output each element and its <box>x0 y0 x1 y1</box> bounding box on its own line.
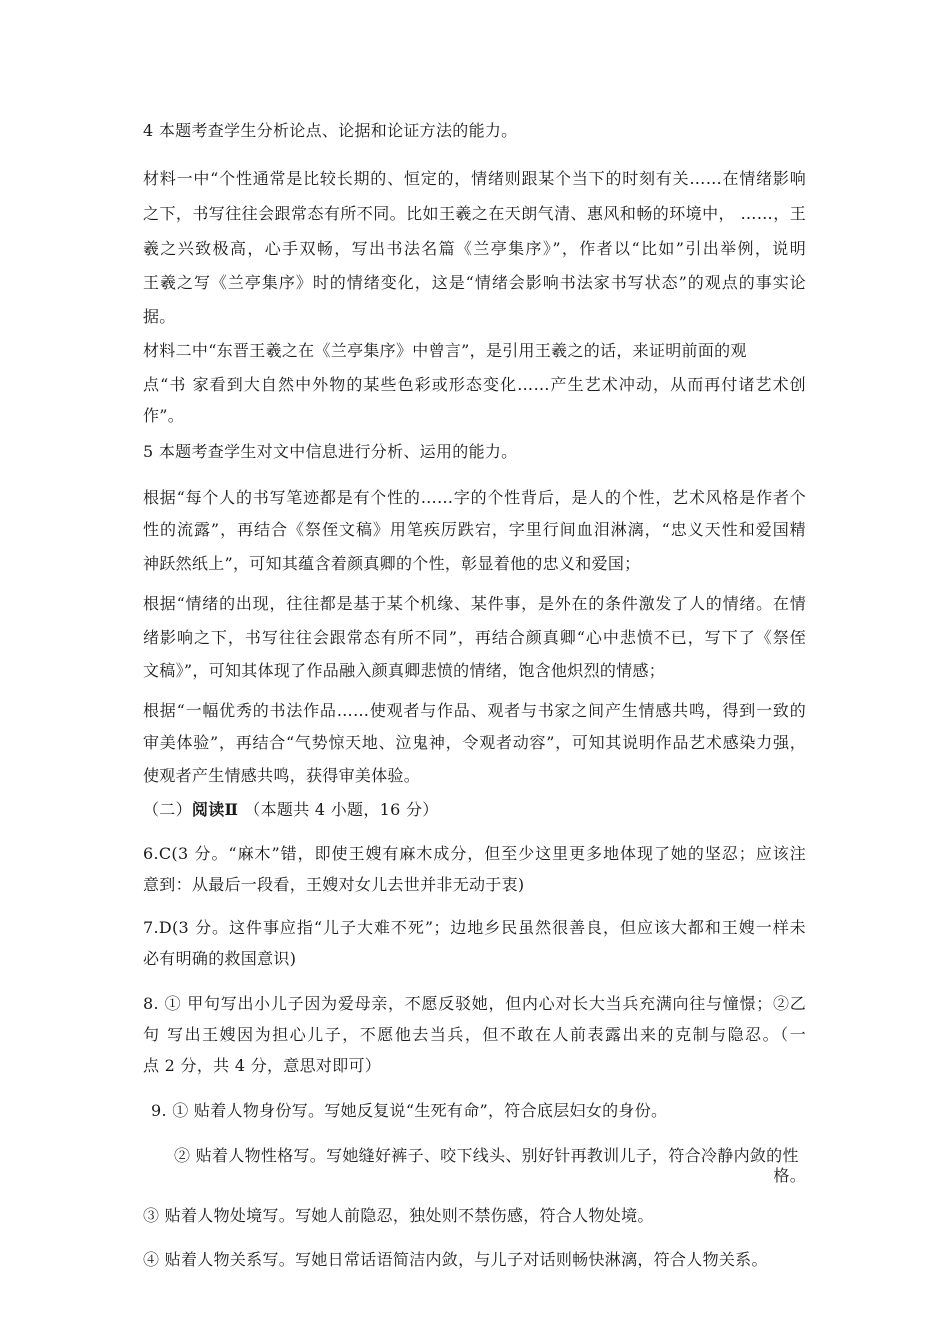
q5-para2-line: 根据“情绪的出现，往往都是基于某个机缘、某件事，是外在的条件激发了人的情绪。在情 <box>143 594 806 613</box>
q7-line: 必有明确的救国意识) <box>143 949 297 968</box>
section-prefix: （二） <box>143 800 192 819</box>
q9-point-1: 9. ① 贴着人物身份写。写她反复说“生死有命”，符合底层妇女的身份。 <box>151 1101 668 1120</box>
section-note: （本题共 4 小题，16 分） <box>244 800 439 819</box>
q4-para1-line: 羲之兴致极高，心手双畅，写出书法名篇《兰亭集序》”，作者以“比如”引出举例，说明 <box>143 239 806 258</box>
q5-para1-line: 神跃然纸上”，可知其蕴含着颜真卿的个性，彰显着他的忠义和爱国； <box>143 554 641 573</box>
q5-para2-line: 绪影响之下，书写往往会跟常态有所不同”，再结合颜真卿“心中悲愤不已，写下了《祭侄 <box>143 628 806 647</box>
q5-para3-line: 使观者产生情感共鸣，获得审美体验。 <box>143 766 421 785</box>
q6-line: 6.C(3 分。“麻木”错，即使王嫂有麻木成分，但至少这里更多地体现了她的坚忍；应该注 <box>143 844 806 863</box>
q5-para3-line: 根据“一幅优秀的书法作品……使观者与作品、观者与书家之间产生情感共鸣，得到一致的 <box>143 701 806 720</box>
q5-para3-line: 审美体验”，再结合“气势惊天地、泣鬼神，令观者动容”，可知其说明作品艺术感染力强， <box>143 733 806 752</box>
q5-para1-line: 根据“每个人的书写笔迹都是有个性的……字的个性背后，是人的个性，艺术风格是作者个 <box>143 488 806 507</box>
q4-heading: 4 本题考查学生分析论点、论据和论证方法的能力。 <box>143 121 518 140</box>
q8-line: 8. ① 甲句写出小儿子因为爱母亲，不愿反驳她，但内心对长大当兵充满向往与憧憬；②乙 <box>143 994 806 1013</box>
q5-para1-line: 性的流露”，再结合《祭侄文稿》用笔疾厉跌宕，字里行间血泪淋漓，“忠义天性和爱国精 <box>143 520 806 539</box>
q9-point-3: ③ 贴着人物处境写。写她人前隐忍，独处则不禁伤感，符合人物处境。 <box>143 1206 654 1225</box>
q9-point-2-tail: 格。 <box>773 1166 806 1185</box>
q7-line: 7.D(3 分。这件事应指“儿子大难不死”；边地乡民虽然很善良，但应该大都和王嫂一样未 <box>143 918 806 937</box>
q8-line: 点 2 分，共 4 分，意思对即可） <box>143 1056 382 1075</box>
q6-line: 意到：从最后一段看，王嫂对女儿去世并非无动于衷) <box>143 875 525 894</box>
q4-para1-line: 之下，书写往往会跟常态有所不同。比如王羲之在天朗气清、惠风和畅的环境中， ……，王 <box>143 204 806 223</box>
q4-para1-line: 王羲之写《兰亭集序》时的情绪变化，这是“情绪会影响书法家书写状态”的观点的事实论 <box>143 273 806 292</box>
q4-para2-line: 材料二中“东晋王羲之在《兰亭集序》中曾言”，是引用王羲之的话，来证明前面的观 <box>143 341 747 360</box>
q9-point-4: ④ 贴着人物关系写。写她日常话语简洁内敛，与儿子对话则畅快淋漓，符合人物关系。 <box>143 1250 768 1269</box>
q5-para2-line: 文稿》”，可知其体现了作品融入颜真卿悲愤的情绪，饱含他炽烈的情感； <box>143 661 666 680</box>
q9-point-2: ② 贴着人物性格写。写她缝好裤子、咬下线头、别好针再教训儿子，符合冷静内敛的性 <box>174 1146 799 1165</box>
q4-para1-line: 材料一中“个性通常是比较长期的、恒定的，情绪则跟某个当下的时刻有关……在情绪影响 <box>143 169 806 188</box>
section-title: 阅读Ⅱ <box>191 800 239 819</box>
q8-line: 句 写出王嫂因为担心儿子，不愿他去当兵，但不敢在人前表露出来的克制与隐忍。（一 <box>143 1025 806 1044</box>
section-heading <box>143 799 439 821</box>
q5-heading: 5 本题考查学生对文中信息进行分析、运用的能力。 <box>143 442 518 461</box>
q4-para2-line: 作”。 <box>143 406 185 425</box>
q4-para1-line: 据。 <box>143 307 176 326</box>
q4-para2-line: 点“书 家看到大自然中外物的某些色彩或形态变化……产生艺术冲动，从而再付诸艺术创 <box>143 375 806 394</box>
